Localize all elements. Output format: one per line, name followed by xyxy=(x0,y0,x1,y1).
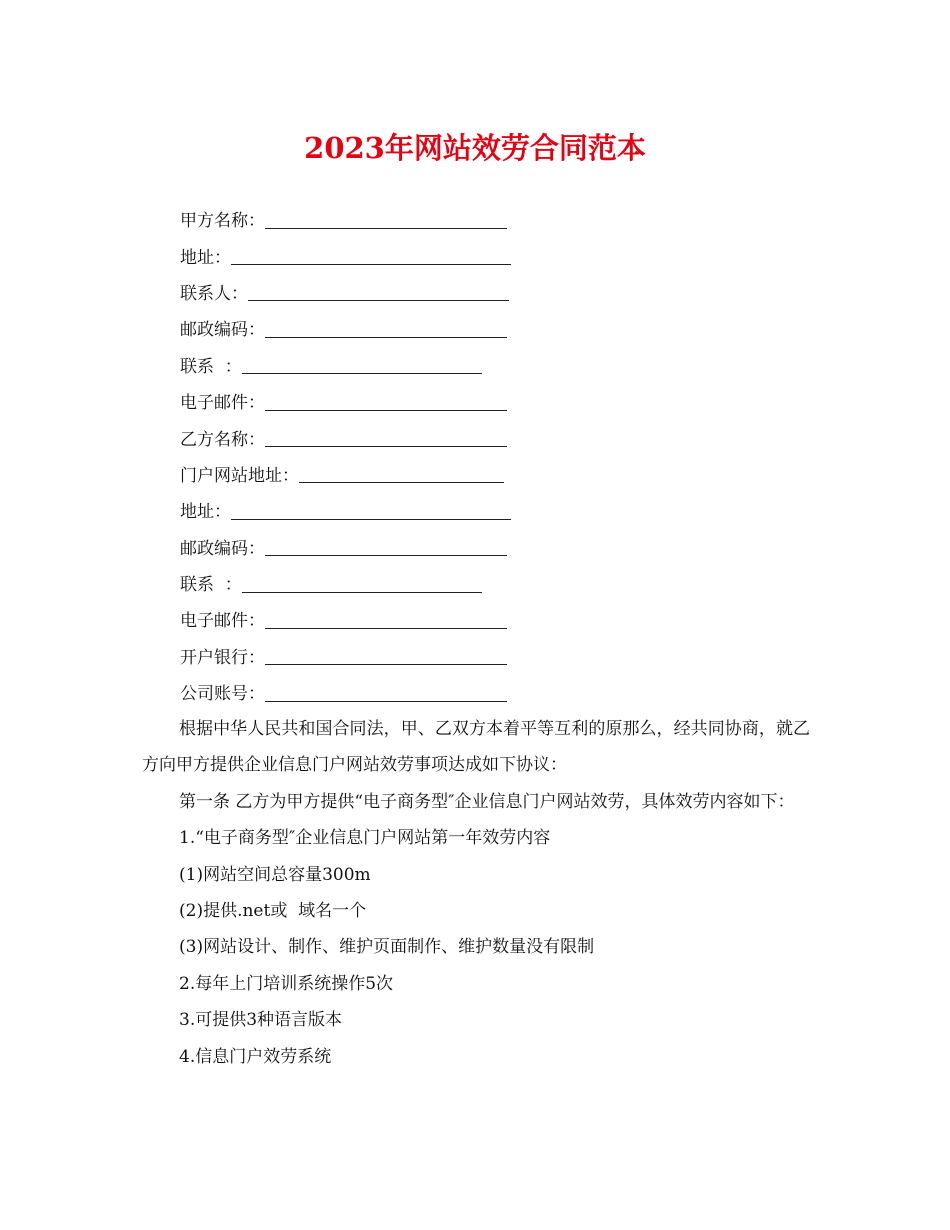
party-b-email-field xyxy=(180,603,520,639)
blank-line xyxy=(265,541,507,556)
intro-paragraph: 根据中华人民共和国合同法，甲、乙双方本着平等互利的原那么，经共同协商，就乙方向甲方提供企业信息门户网站效劳事项达成如下协议： xyxy=(142,719,810,776)
party-b-phone-field xyxy=(180,567,520,603)
list-item: (1)网站空间总容量300m xyxy=(179,864,371,885)
field-label: 甲方名称： xyxy=(180,211,265,232)
party-info-fields xyxy=(180,203,520,712)
list-item: 1.“电子商务型″企业信息门户网站第一年效劳内容 xyxy=(179,828,551,849)
blank-line xyxy=(242,359,482,374)
party-b-address-field xyxy=(180,494,520,530)
contract-body xyxy=(142,711,810,1075)
blank-line xyxy=(248,286,509,301)
field-label: 乙方名称： xyxy=(180,429,265,450)
list-item: (2)提供.net或 域名一个 xyxy=(179,901,367,922)
field-label: 开户银行： xyxy=(180,647,265,668)
list-item: (3)网站设计、制作、维护页面制作、维护数量没有限制 xyxy=(179,937,595,958)
list-item: 3.可提供3种语言版本 xyxy=(179,1010,343,1031)
article-1-paragraph: 第一条 乙方为甲方提供“电子商务型″企业信息门户网站效劳，具体效劳内容如下： xyxy=(179,791,795,812)
field-label: 地址： xyxy=(180,502,231,523)
field-label: 电子邮件： xyxy=(180,611,265,632)
field-label: 公司账号： xyxy=(180,684,265,705)
party-a-address-field xyxy=(180,239,520,275)
party-b-name-field xyxy=(180,421,520,457)
blank-line xyxy=(265,214,507,229)
list-item: 4.信息门户效劳系统 xyxy=(179,1046,332,1067)
field-label: 联系 ： xyxy=(180,356,242,377)
party-b-account-field xyxy=(180,676,520,712)
field-label: 联系 ： xyxy=(180,575,242,596)
party-a-contact-field xyxy=(180,276,520,312)
party-b-portal-field xyxy=(180,458,520,494)
list-item: 2.每年上门培训系统操作5次 xyxy=(179,973,394,994)
blank-line xyxy=(265,687,507,702)
blank-line xyxy=(299,468,504,483)
party-b-bank-field xyxy=(180,640,520,676)
blank-line xyxy=(265,396,507,411)
blank-line xyxy=(265,650,507,665)
blank-line xyxy=(265,614,507,629)
blank-line xyxy=(231,505,511,520)
party-a-email-field xyxy=(180,385,520,421)
party-a-phone-field xyxy=(180,349,520,385)
field-label: 地址： xyxy=(180,247,231,268)
blank-line xyxy=(265,432,507,447)
party-a-name-field xyxy=(180,203,520,239)
document-title: 2023年网站效劳合同范本 xyxy=(304,131,646,165)
party-a-postcode-field xyxy=(180,312,520,348)
field-label: 邮政编码： xyxy=(180,538,265,559)
field-label: 门户网站地址： xyxy=(180,465,299,486)
field-label: 邮政编码： xyxy=(180,320,265,341)
field-label: 联系人： xyxy=(180,283,248,304)
blank-line xyxy=(242,578,482,593)
blank-line xyxy=(231,250,511,265)
party-b-postcode-field xyxy=(180,531,520,567)
blank-line xyxy=(265,323,507,338)
field-label: 电子邮件： xyxy=(180,393,265,414)
